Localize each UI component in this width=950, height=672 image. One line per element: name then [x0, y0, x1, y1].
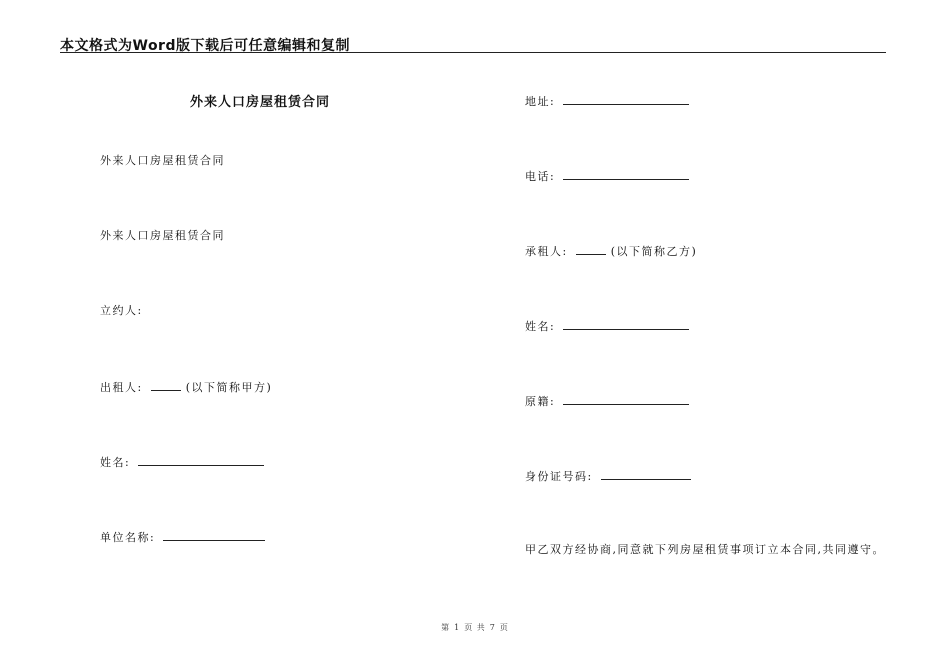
blank-field — [563, 318, 689, 330]
field-label: 电话: — [525, 170, 556, 183]
right-line-1 — [525, 93, 689, 109]
document-title: 外来人口房屋租赁合同 — [190, 95, 331, 110]
line-text: 立约人: — [100, 304, 143, 317]
footer-post: 页 — [499, 623, 509, 632]
blank-field — [163, 529, 265, 541]
blank-field — [563, 93, 689, 105]
field-label: 地址: — [525, 95, 556, 108]
blank-field — [151, 379, 181, 391]
field-label: 身份证号码: — [525, 470, 593, 483]
total-pages: 7 — [489, 623, 496, 632]
line-text: 外来人口房屋租赁合同 — [100, 229, 225, 242]
left-line-6 — [100, 529, 265, 545]
right-line-5 — [525, 393, 689, 409]
footer-mid: 页 共 — [464, 623, 486, 632]
right-line-6 — [525, 468, 691, 484]
field-label: 姓名: — [100, 456, 131, 469]
blank-field — [576, 243, 606, 255]
field-label: 原籍: — [525, 395, 556, 408]
line-text: 外来人口房屋租赁合同 — [100, 154, 225, 167]
line-text: 甲乙双方经协商,同意就下列房屋租赁事项订立本合同,共同遵守。 — [525, 543, 885, 556]
field-label: 承租人: — [525, 245, 568, 258]
field-label: 姓名: — [525, 320, 556, 333]
current-page: 1 — [454, 623, 461, 632]
right-line-7 — [525, 543, 885, 557]
left-line-3 — [100, 304, 143, 318]
blank-field — [563, 168, 689, 180]
blank-field — [138, 454, 264, 466]
page-footer — [0, 622, 950, 633]
blank-field — [563, 393, 689, 405]
left-line-2 — [100, 229, 225, 243]
right-line-4 — [525, 318, 689, 334]
right-line-3 — [525, 243, 697, 259]
field-label: 出租人: — [100, 381, 143, 394]
left-line-4 — [100, 379, 272, 395]
blank-field — [601, 468, 691, 480]
field-suffix: (以下简称乙方) — [610, 245, 698, 258]
field-label: 单位名称: — [100, 531, 156, 544]
left-line-5 — [100, 454, 264, 470]
field-suffix: (以下简称甲方) — [185, 381, 273, 394]
left-line-1 — [100, 154, 225, 168]
document-header: 本文格式为Word版下载后可任意编辑和复制 — [60, 38, 350, 54]
footer-pre: 第 — [441, 623, 451, 632]
right-line-2 — [525, 168, 689, 184]
header-divider — [60, 52, 886, 53]
